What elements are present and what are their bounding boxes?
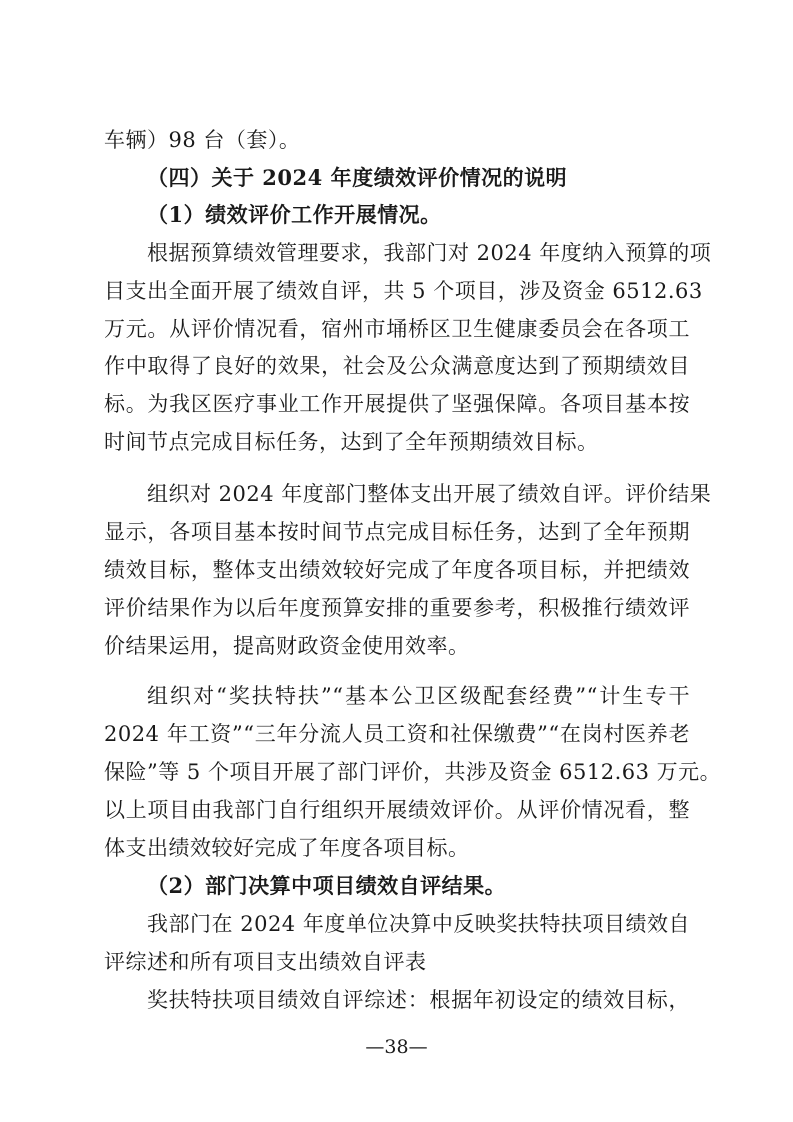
text-line: 以上项目由我部门自行组织开展绩效评价。从评价情况看，整 [104,798,690,822]
text-line: 组织对“奖扶特扶”“基本公卫区级配套经费”“计生专干 [147,684,690,708]
text-line: 2024 年工资”“三年分流人员工资和社保缴费”“在岗村医养老 [104,722,690,746]
text-line: 目支出全面开展了绩效自评，共 5 个项目，涉及资金 6512.63 [104,279,703,303]
subsection-heading: （2）部门决算中项目绩效自评结果。 [147,873,507,898]
text-line: 奖扶特扶项目绩效自评综述：根据年初设定的绩效目标， [147,988,690,1012]
text-line: 绩效目标，整体支出绩效较好完成了年度各项目标，并把绩效 [104,558,690,582]
text-line: 组织对 2024 年度部门整体支出开展了绩效自评。评价结果 [147,482,712,506]
text-line: 标。为我区医疗事业工作开展提供了坚强保障。各项目基本按 [104,392,690,416]
text-line: 评综述和所有项目支出绩效自评表 [104,950,427,974]
text-line: 价结果运用，提高财政资金使用效率。 [104,634,470,658]
text-line: 我部门在 2024 年度单位决算中反映奖扶特扶项目绩效自 [147,912,690,936]
text-line: 万元。从评价情况看，宿州市埇桥区卫生健康委员会在各项工 [104,317,690,341]
text-line: 体支出绩效较好完成了年度各项目标。 [104,836,470,860]
page-number: —38— [365,1036,428,1058]
text-line: 评价结果作为以后年度预算安排的重要参考，积极推行绩效评 [104,596,690,620]
text-line: 作中取得了良好的效果，社会及公众满意度达到了预期绩效目 [104,354,690,378]
section-heading: （四）关于 2024 年度绩效评价情况的说明 [147,165,568,190]
subsection-heading: （1）绩效评价工作开展情况。 [147,202,442,227]
text-line: 车辆）98 台（套）。 [104,128,301,152]
text-line: 根据预算绩效管理要求，我部门对 2024 年度纳入预算的项 [147,241,712,265]
text-line: 保险”等 5 个项目开展了部门评价，共涉及资金 6512.63 万元。 [104,760,722,784]
text-line: 显示，各项目基本按时间节点完成目标任务，达到了全年预期 [104,520,690,544]
text-line: 时间节点完成目标任务，达到了全年预期绩效目标。 [104,430,599,454]
